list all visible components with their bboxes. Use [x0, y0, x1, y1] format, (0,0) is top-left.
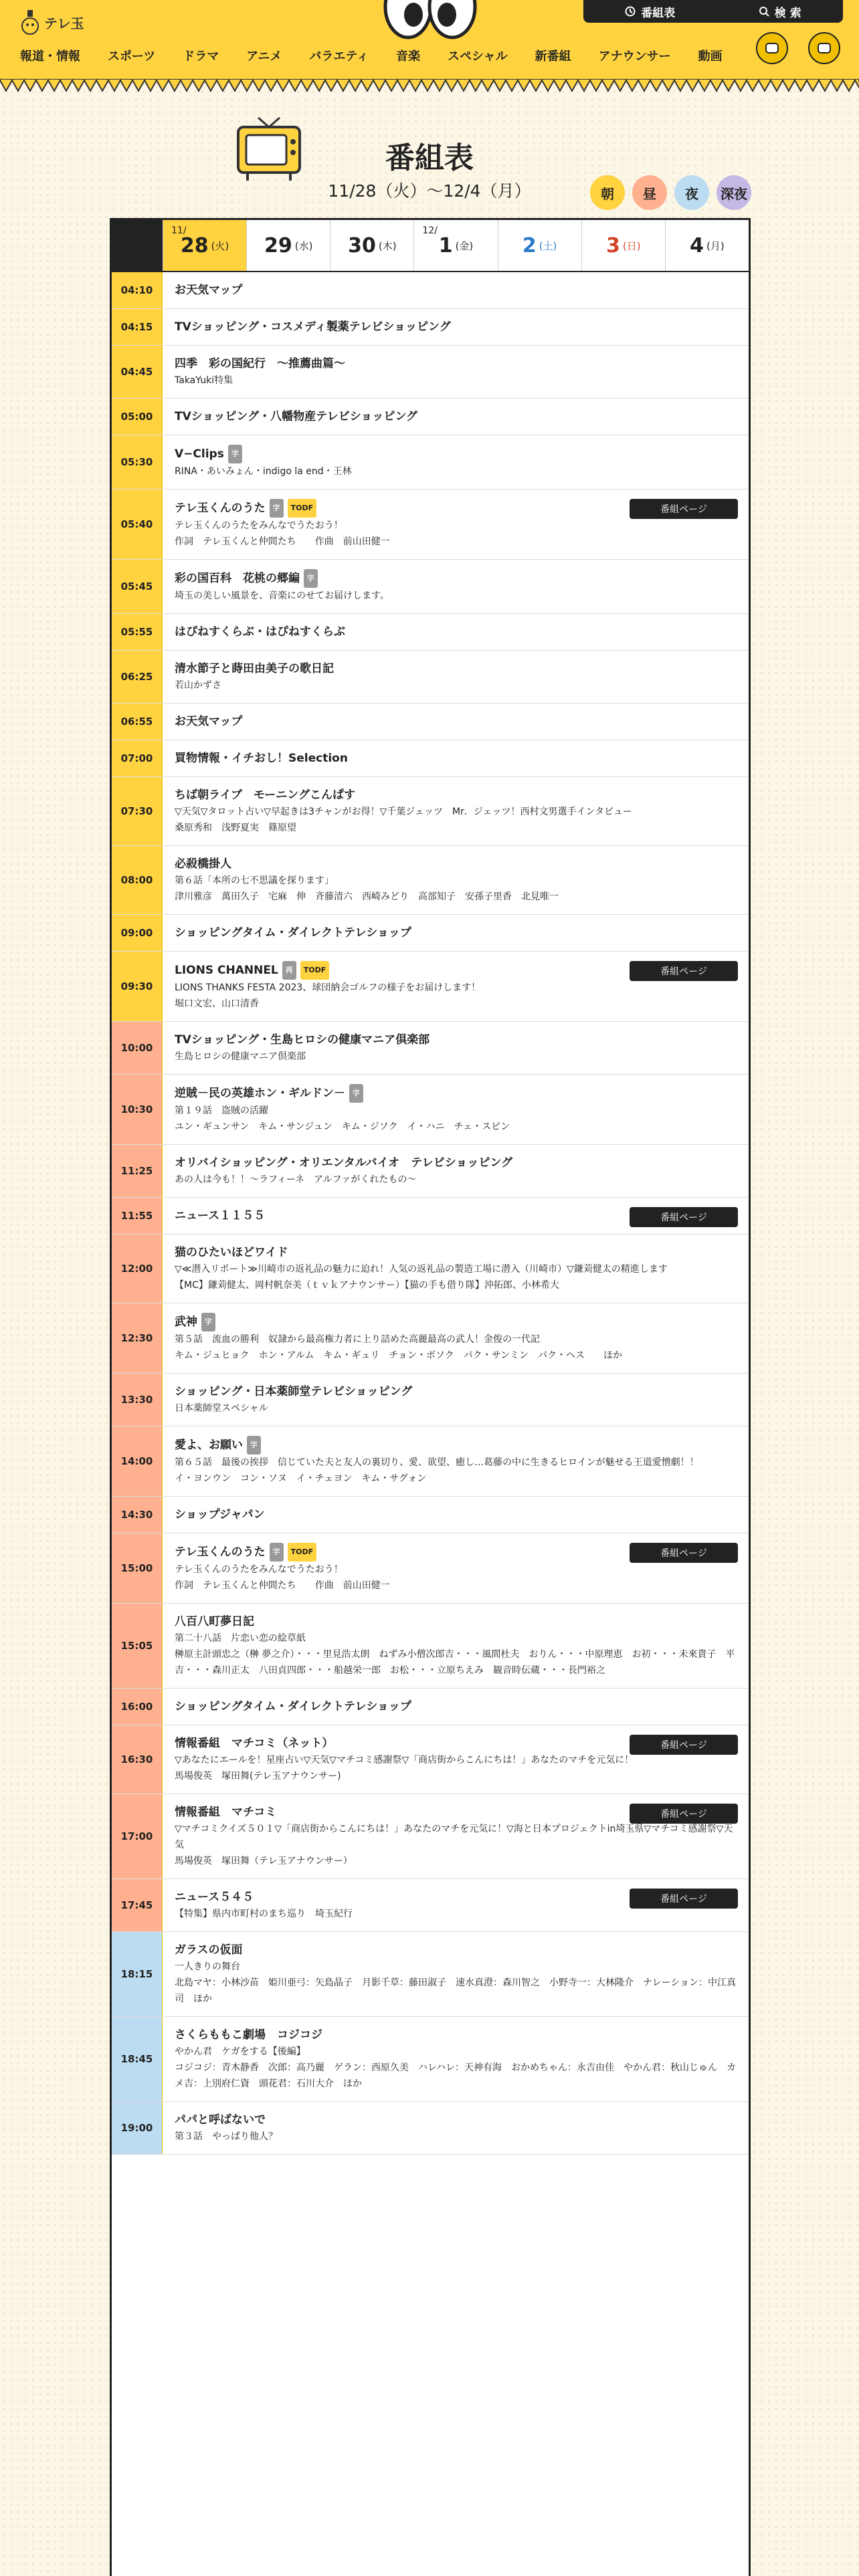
date-tab-5[interactable] [498, 220, 581, 271]
program-row[interactable] [112, 1198, 749, 1235]
program-title-text[interactable]: ニュース１１５５ [175, 1209, 266, 1222]
program-title [175, 355, 737, 372]
program-title [175, 408, 737, 425]
program-title [175, 786, 737, 804]
program-credits: ユン・ギュンサン キム・サンジュン キム・ジソク イ・ハニ チェ・スビン [175, 1121, 510, 1132]
program-credits: キム・ジュヒョク ホン・アルム キム・ギュリ チョン・ボソク パク・サンミン パク・ヘス ほか [175, 1350, 623, 1361]
program-cell [163, 1235, 749, 1303]
program-description: 第６５話 最後の挨拶 信じていた夫と友人の裏切り、愛、欲望、癒し…葛藤の中に生きるヒロインが魅せる王道愛憎劇！！ [175, 1457, 699, 1468]
program-title [175, 569, 737, 588]
program-title-text[interactable]: ショッピング・日本薬師堂テレビショッピング [175, 1385, 413, 1398]
program-title [175, 713, 737, 730]
program-title-text[interactable]: 清水節子と蒔田由美子の歌日記 [175, 662, 334, 675]
program-page-button[interactable]: 番組ページ [630, 961, 738, 981]
date-weekday: (木) [378, 239, 397, 252]
program-row[interactable] [112, 1303, 749, 1374]
date-tab-4[interactable] [413, 220, 497, 271]
date-day: 29 [264, 233, 292, 257]
program-credits: 馬場俊英 塚田舞（テレ玉アナウンサー） [175, 1856, 353, 1866]
program-cell [163, 740, 749, 776]
page-title: 番組表 [385, 141, 474, 175]
program-title-text[interactable]: 武神 [175, 1315, 197, 1329]
morning-button[interactable]: 朝 [590, 175, 625, 210]
program-title [175, 1154, 737, 1172]
program-description: 【特集】県内市町村のまち巡り 埼玉紀行 [175, 1909, 353, 1919]
program-credits: 津川雅彦 萬田久子 宅麻 伸 斉藤清六 西崎みどり 高部知子 安孫子里香 北見唯一 [175, 891, 559, 902]
program-time: 04:45 [112, 346, 163, 398]
program-time: 10:30 [112, 1075, 163, 1144]
program-time: 05:00 [112, 399, 163, 435]
noon-button[interactable]: 昼 [632, 175, 667, 210]
mascot-character-icon [818, 43, 831, 53]
program-cell [163, 272, 749, 308]
program-time: 05:55 [112, 614, 163, 650]
program-title-text[interactable]: 猫のひたいほどワイド [175, 1246, 288, 1259]
header-zigzag [0, 79, 859, 94]
program-title-text[interactable]: 情報番組 マチコミ [175, 1806, 277, 1819]
program-time: 17:45 [112, 1879, 163, 1931]
program-cell [163, 1879, 749, 1931]
date-tab-2[interactable] [246, 220, 330, 271]
program-title-text[interactable]: 買物情報・イチおし！Selection [175, 752, 348, 765]
program-cell [163, 1533, 749, 1603]
program-description: 第５話 流血の勝利 奴隷から最高権力者に上り詰めた高麗最高の武人！金俊の一代記 [175, 1334, 540, 1345]
program-title-text[interactable]: さくらももこ劇場 コジコジ [175, 2028, 322, 2042]
program-description: LIONS THANKS FESTA 2023、球団納会ゴルフの様子をお届けします！ [175, 982, 481, 993]
program-cell [163, 2102, 749, 2154]
program-page-button[interactable]: 番組ページ [630, 1543, 738, 1563]
program-time: 13:30 [112, 1374, 163, 1426]
program-page-button[interactable]: 番組ページ [630, 1804, 738, 1824]
date-weekday: (土) [539, 239, 557, 252]
program-title [175, 1031, 737, 1049]
program-row[interactable] [112, 1022, 749, 1075]
program-title-text[interactable]: ショッピングタイム・ダイレクトテレショップ [175, 1700, 411, 1713]
program-description: 日本薬師堂スペシャル [175, 1403, 268, 1414]
program-title [175, 282, 737, 299]
program-title [175, 924, 737, 942]
program-credits: 堀口文宏、山口清香 [175, 998, 259, 1009]
program-cell [163, 560, 749, 613]
program-badge: 字 [228, 445, 242, 463]
program-title-text[interactable]: ガラスの仮面 [175, 1943, 243, 1957]
date-weekday: (火) [211, 239, 229, 252]
date-tab-1[interactable] [163, 220, 246, 271]
date-weekday: (金) [455, 239, 474, 252]
program-credits: 桑原秀和 浅野夏実 篠原望 [175, 823, 296, 833]
program-title [175, 1436, 737, 1455]
program-title [175, 660, 737, 677]
program-title [175, 1941, 737, 1959]
program-description: やかん君 ケガをする【後編】 [175, 2046, 306, 2057]
program-description: テレ玉くんのうたをみんなでうたおう！ [175, 520, 343, 531]
program-cell [163, 1145, 749, 1197]
program-badge: TODF [300, 961, 330, 980]
program-title [175, 1698, 737, 1715]
date-day: 28 [180, 233, 209, 257]
program-row[interactable] [112, 1145, 749, 1198]
program-page-button[interactable]: 番組ページ [630, 1207, 738, 1227]
program-time: 15:05 [112, 1604, 163, 1688]
program-cell [163, 777, 749, 845]
schedule-link[interactable] [625, 3, 675, 20]
program-title-text[interactable]: 逆賊－民の英雄ホン・ギルドン－ [175, 1087, 345, 1100]
date-day: 30 [348, 233, 376, 257]
program-title-text[interactable]: オリバイショッピング・オリエンタルバイオ テレビショッピング [175, 1156, 513, 1170]
program-cell [163, 1022, 749, 1074]
program-title-text[interactable]: はぴねすくらぶ・はぴねすくらぶ [175, 625, 345, 639]
program-description: ▽マチコミクイズ５０１▽「商店街からこんにちは！」あなたのマチを元気に！▽海と日本プロジェクトin埼玉県▽マチコミ感謝祭▽天気 [175, 1824, 733, 1850]
site-header [0, 0, 859, 98]
program-description: TakaYuki特集 [175, 375, 233, 386]
program-row[interactable] [112, 1689, 749, 1725]
program-description: ▽あなたにエールを！星座占い▽天気▽マチコミ感謝祭▽「商店街からこんにちは！」あなたのマチを元気に！ [175, 1755, 634, 1765]
program-title [175, 750, 737, 767]
program-title [175, 2026, 737, 2044]
program-badge: 字 [270, 499, 284, 518]
date-day: 2 [522, 233, 537, 257]
program-badge: 字 [349, 1084, 363, 1103]
mascot-eyes-icon [380, 0, 480, 40]
program-description: 一人きりの舞台 [175, 1961, 240, 1972]
date-weekday: (月) [706, 239, 725, 252]
program-time: 17:00 [112, 1794, 163, 1879]
program-cell [163, 346, 749, 398]
schedule-link-label: 番組表 [641, 6, 676, 20]
program-cell [163, 1426, 749, 1496]
program-description: あの人は今も！！～ラフィーネ アルファがくれたもの～ [175, 1174, 417, 1185]
program-row[interactable] [112, 1794, 749, 1879]
program-row[interactable] [112, 777, 749, 846]
program-page-button[interactable]: 番組ページ [630, 1889, 738, 1909]
program-description: ▽≪潜入リポート≫川崎市の返礼品の魅力に迫れ！人気の返礼品の製造工場に潜入（川崎市）▽鎌苅健太の精進します [175, 1264, 668, 1275]
program-row[interactable] [112, 1533, 749, 1604]
program-row[interactable] [112, 651, 749, 704]
time-filter [590, 175, 751, 210]
date-tab-3[interactable] [330, 220, 413, 271]
date-corner [112, 220, 163, 271]
program-cell [163, 846, 749, 914]
program-title-text[interactable]: 情報番組 マチコミ（ネット） [175, 1737, 334, 1750]
date-month: 11/ [171, 225, 187, 236]
program-description: 第６話「本所の七不思議を探ります」 [175, 875, 334, 886]
tele-tama-logo-icon [20, 9, 40, 35]
program-title-text[interactable]: ショッピングタイム・ダイレクトテレショップ [175, 926, 411, 940]
program-title-text[interactable]: ちば朝ライブ モーニングこんぱす [175, 788, 355, 802]
program-credits: イ・ヨンウン コン・ソヌ イ・チェヨン キム・サグォン [175, 1473, 427, 1484]
program-time: 14:00 [112, 1426, 163, 1496]
date-weekday: (水) [294, 239, 313, 252]
program-cell [163, 1604, 749, 1688]
program-title-text[interactable]: 四季 彩の国紀行 ～推薦曲篇～ [175, 357, 345, 370]
date-day: 3 [605, 233, 620, 257]
program-time: 11:25 [112, 1145, 163, 1197]
program-description: 若山かずさ [175, 680, 221, 691]
program-cell [163, 651, 749, 703]
program-row[interactable] [112, 915, 749, 952]
site-logo[interactable] [20, 5, 84, 39]
program-title [175, 1313, 737, 1331]
program-cell [163, 2017, 749, 2101]
program-time: 09:30 [112, 952, 163, 1021]
nav-item-sports[interactable]: スポーツ [108, 49, 156, 64]
program-cell [163, 1689, 749, 1725]
program-time: 18:15 [112, 1932, 163, 2016]
program-page-button[interactable]: 番組ページ [630, 499, 738, 519]
program-time: 05:40 [112, 490, 163, 559]
program-description: 生島ヒロシの健康マニア倶楽部 [175, 1051, 306, 1062]
program-title-text[interactable]: ショップジャパン [175, 1508, 265, 1521]
program-time: 12:30 [112, 1303, 163, 1373]
program-row[interactable] [112, 1497, 749, 1533]
nav-item-variety[interactable]: バラエティ [309, 49, 369, 64]
mascot-link-1[interactable] [756, 32, 788, 64]
program-time: 14:30 [112, 1497, 163, 1533]
top-utility-bar [583, 0, 843, 23]
program-title-text[interactable]: お天気マップ [175, 284, 243, 297]
program-time: 04:10 [112, 272, 163, 308]
program-row[interactable] [112, 435, 749, 490]
date-range: 11/28（火）～12/4（月） [328, 181, 531, 201]
date-month: 12/ [422, 225, 438, 236]
program-badge: 字 [304, 569, 318, 588]
program-badge: 字 [270, 1543, 284, 1562]
program-row[interactable] [112, 1932, 749, 2017]
program-row[interactable] [112, 490, 749, 560]
program-title [175, 1506, 737, 1523]
program-list [112, 272, 749, 2155]
program-title-text[interactable]: ニュース５４５ [175, 1891, 254, 1904]
nav-item-announcers[interactable]: アナウンサー [598, 49, 671, 64]
program-description: 第１９話 盗賊の活躍 [175, 1105, 268, 1116]
program-row[interactable] [112, 1604, 749, 1689]
program-cell [163, 1303, 749, 1373]
program-title-text[interactable]: テレ玉くんのうた [175, 502, 266, 515]
program-row[interactable] [112, 2017, 749, 2102]
program-time: 07:00 [112, 740, 163, 776]
program-title-text[interactable]: V−Clips [175, 447, 224, 461]
program-cell [163, 1497, 749, 1533]
search-link-label: 検 索 [774, 6, 801, 20]
program-cell [163, 1374, 749, 1426]
program-badge: TODF [288, 1543, 317, 1562]
program-time: 05:45 [112, 560, 163, 613]
logo-text: テレ玉 [44, 15, 84, 31]
program-row[interactable] [112, 704, 749, 740]
program-page-button[interactable]: 番組ページ [630, 1735, 738, 1755]
program-cell [163, 614, 749, 650]
program-time: 06:25 [112, 651, 163, 703]
nav-item-anime[interactable]: アニメ [246, 49, 282, 64]
late-night-button[interactable]: 深夜 [717, 175, 751, 210]
program-time: 16:00 [112, 1689, 163, 1725]
nav-item-new-programs[interactable]: 新番組 [535, 49, 571, 64]
program-time: 11:55 [112, 1198, 163, 1234]
program-credits: 榊原主計頭忠之（榊 夢之介）・・・里見浩太朗 ねずみ小僧次郎吉・・・風間杜夫 おりん・・・中原理恵 お初・・・未來貴子 平吉・・・森川正太 八田貞四郎・・・船越栄一郎 お松・・・立原ちえみ 観音時伝蔵・・・長門裕之 [175, 1649, 735, 1676]
program-title-text[interactable]: 八百八町夢日記 [175, 1615, 254, 1628]
program-row[interactable] [112, 614, 749, 651]
program-title-text[interactable]: パパと呼ばないで [175, 2113, 266, 2127]
program-time: 16:30 [112, 1725, 163, 1794]
program-badge: 字 [247, 1436, 261, 1455]
program-description: 第二十八話 片恋い恋の絵草紙 [175, 1633, 306, 1644]
nav-item-special[interactable]: スペシャル [447, 49, 508, 64]
date-tab-6[interactable] [581, 220, 665, 271]
program-cell [163, 490, 749, 559]
program-cell [163, 1198, 749, 1234]
program-row[interactable] [112, 1725, 749, 1794]
program-time: 09:00 [112, 915, 163, 951]
program-cell [163, 1725, 749, 1794]
program-title [175, 1244, 737, 1261]
program-row[interactable] [112, 560, 749, 614]
mascot-tv-icon [765, 43, 779, 53]
nav-item-drama[interactable]: ドラマ [183, 49, 219, 64]
program-cell [163, 1794, 749, 1879]
program-row[interactable] [112, 740, 749, 777]
program-credits: 【MC】鎌苅健太、岡村帆奈美（ｔｖｋアナウンサー）【猫の手も借り隊】沖拓郎、小林希大 [175, 1280, 559, 1291]
search-icon [759, 6, 769, 17]
date-day: 4 [690, 233, 704, 257]
program-title-text[interactable]: 愛よ、お願い [175, 1438, 243, 1452]
program-time: 07:30 [112, 777, 163, 845]
program-credits: 作詞 テレ玉くんと仲間たち 作曲 前山田健一 [175, 536, 390, 547]
program-row[interactable] [112, 272, 749, 309]
program-time: 10:00 [112, 1022, 163, 1074]
date-day: 1 [438, 233, 453, 257]
program-time: 19:00 [112, 2102, 163, 2154]
program-title [175, 445, 737, 463]
program-row[interactable] [112, 309, 749, 346]
program-time: 12:00 [112, 1235, 163, 1303]
program-row[interactable] [112, 346, 749, 399]
program-row[interactable] [112, 1879, 749, 1932]
program-credits: 作詞 テレ玉くんと仲間たち 作曲 前山田健一 [175, 1580, 390, 1591]
program-time: 04:15 [112, 309, 163, 345]
nav-item-music[interactable]: 音楽 [395, 49, 420, 64]
program-cell [163, 309, 749, 345]
date-weekday: (日) [622, 239, 641, 252]
program-time: 05:30 [112, 435, 163, 489]
program-title-text[interactable]: お天気マップ [175, 715, 243, 728]
date-tab-7[interactable] [665, 220, 749, 271]
program-cell [163, 704, 749, 740]
program-title-text[interactable]: TVショッピング・生島ヒロシの健康マニア倶楽部 [175, 1033, 430, 1047]
program-cell [163, 952, 749, 1021]
program-cell [163, 915, 749, 951]
program-description: 埼玉の美しい風景を、音楽にのせてお届けします。 [175, 591, 389, 601]
program-badge: 再 [282, 961, 296, 980]
program-row[interactable] [112, 1235, 749, 1303]
program-badge: TODF [288, 499, 317, 518]
clock-icon [625, 6, 636, 17]
program-title-text[interactable]: TVショッピング・コスメディ製薬テレビショッピング [175, 320, 451, 334]
program-time: 15:00 [112, 1533, 163, 1603]
program-badge: 字 [201, 1313, 215, 1331]
program-cell [163, 1075, 749, 1144]
program-description: テレ玉くんのうたをみんなでうたおう！ [175, 1564, 343, 1575]
program-description: 第３話 やっぱり他人？ [175, 2131, 278, 2142]
program-row[interactable] [112, 1075, 749, 1145]
evening-button[interactable]: 夜 [674, 175, 709, 210]
program-row[interactable] [112, 2102, 749, 2155]
program-time: 18:45 [112, 2017, 163, 2101]
program-title [175, 1613, 737, 1630]
program-title [175, 1383, 737, 1400]
program-row[interactable] [112, 1426, 749, 1497]
program-row[interactable] [112, 399, 749, 435]
page-heading [0, 107, 859, 207]
program-title [175, 318, 737, 336]
nav-item-news[interactable]: 報道・情報 [20, 49, 80, 64]
program-credits: コジコジ：青木静香 次郎：高乃麗 ゲラン：西原久美 ハレハレ：天神有海 おかめちゃん：永吉由佳 やかん君：秋山じゅん カメ吉：上別府仁資 頭花君：石川大介 ほか [175, 2062, 737, 2089]
program-time: 06:55 [112, 704, 163, 740]
program-title-text[interactable]: テレ玉くんのうた [175, 1545, 266, 1559]
program-title [175, 2111, 737, 2129]
program-title-text[interactable]: TVショッピング・八幡物産テレビショッピング [175, 410, 418, 423]
program-title [175, 855, 737, 873]
program-time: 08:00 [112, 846, 163, 914]
program-cell [163, 435, 749, 489]
program-title-text[interactable]: 必殺橋掛人 [175, 857, 231, 871]
schedule-grid [110, 218, 751, 2576]
program-credits: 北島マヤ：小林沙苗 姫川亜弓：矢島晶子 月影千草：藤田淑子 速水真澄：森川智之 小野寺一：大林隆介 ナレーション：中江真司 ほか [175, 1977, 737, 2004]
program-cell [163, 1932, 749, 2016]
program-row[interactable] [112, 1374, 749, 1426]
program-row[interactable] [112, 846, 749, 915]
program-title-text[interactable]: 彩の国百科 花桃の郷編 [175, 572, 300, 585]
program-title [175, 1084, 737, 1103]
mascot-link-2[interactable] [808, 32, 840, 64]
nav-item-videos[interactable]: 動画 [698, 49, 723, 64]
program-credits: 馬場俊英 塚田舞(テレ玉アナウンサー) [175, 1771, 341, 1782]
program-description: RINA・あいみょん・indigo la end・王林 [175, 466, 352, 477]
program-row[interactable] [112, 952, 749, 1022]
date-tabs [112, 220, 749, 272]
program-cell [163, 399, 749, 435]
main-nav [20, 47, 723, 64]
program-title-text[interactable]: LIONS CHANNEL [175, 964, 278, 977]
program-title [175, 623, 737, 641]
search-link[interactable] [759, 3, 801, 20]
program-description: ▽天気▽タロット占い▽早起きは3チャンがお得！▽千葉ジェッツ Mr．ジェッツ！西村文男選手インタビュー [175, 807, 632, 817]
